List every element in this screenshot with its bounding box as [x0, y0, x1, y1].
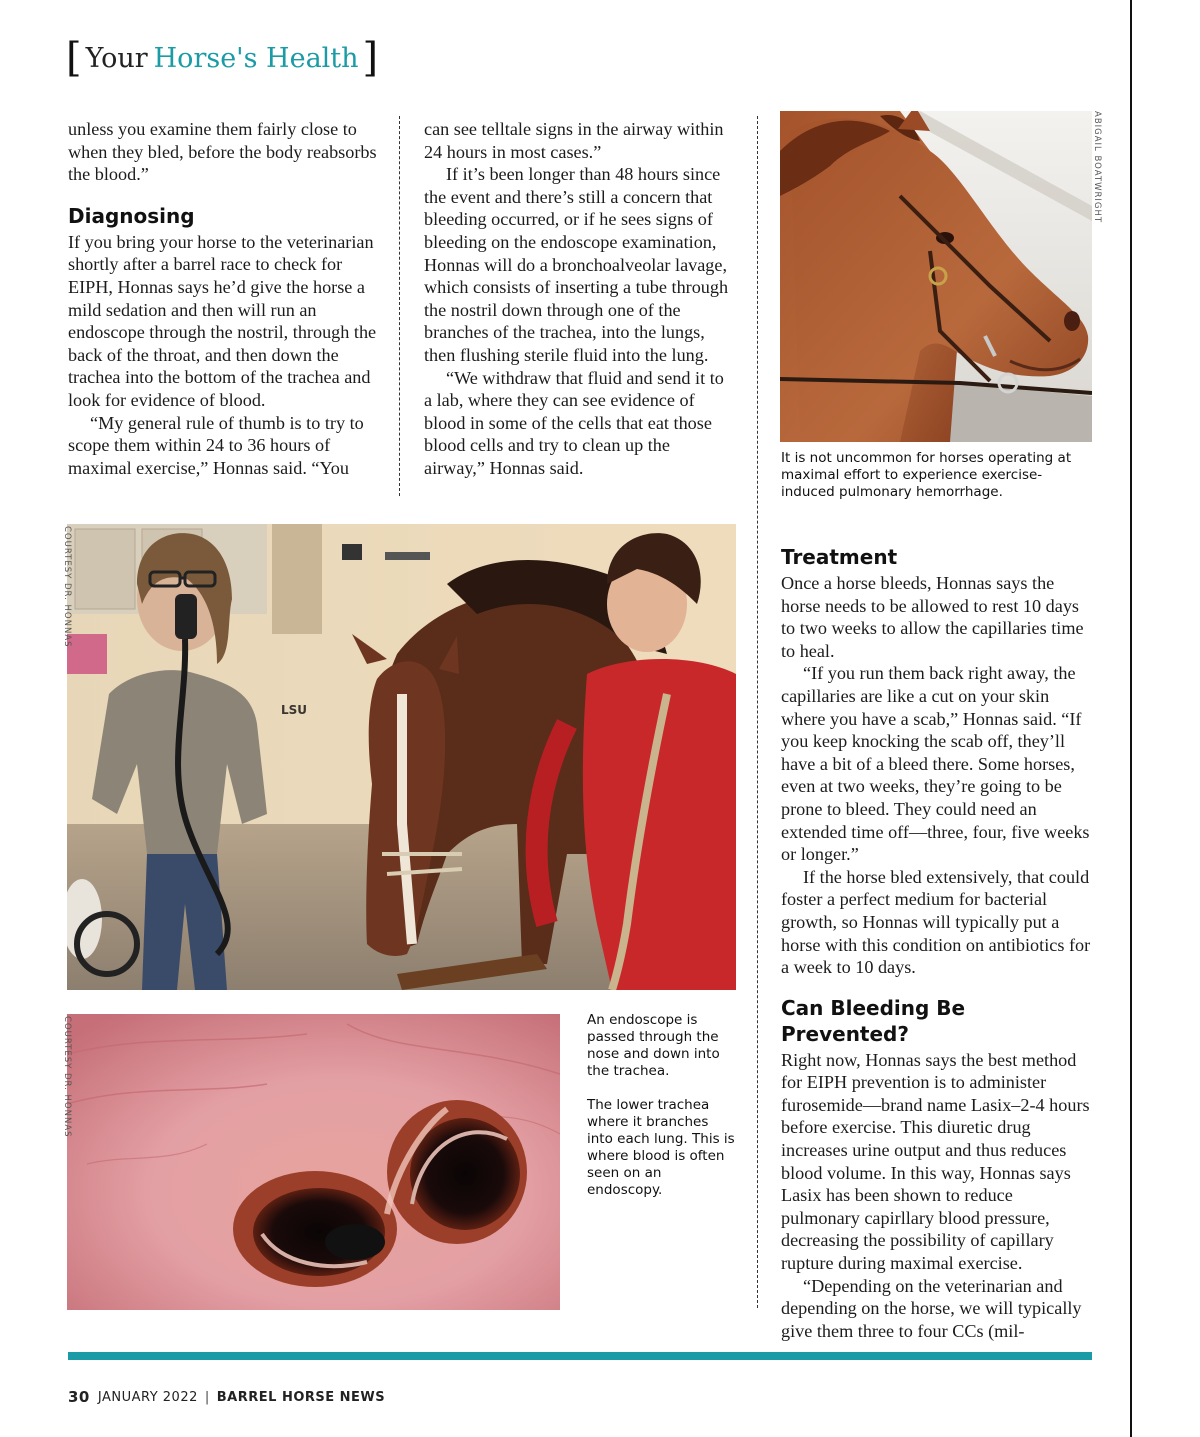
header-bracket-close: ]: [362, 35, 379, 81]
endoscope-exam-photo: [67, 524, 736, 990]
sweatshirt-logo: LSU: [281, 703, 308, 717]
exam-photo-caption: An endoscope is passed through the nose and down into the trachea.: [587, 1012, 720, 1079]
page-number: 30: [68, 1388, 90, 1406]
trachea-photo-credit: COURTESY DR. HONNAS: [62, 1016, 72, 1138]
page-edge-rule: [1130, 0, 1132, 1437]
col1-paragraph-1: unless you examine them fairly close to when they bled, before the body reabsorbs the blood.”: [68, 119, 377, 185]
col2-paragraph-2: If it’s been longer than 48 hours since the event and there’s still a concern that bleeding occurred, or if he sees signs of bleeding on the endoscope examination, Honnas will do a bronchoalveolar lavage, which consists of inserting a tube through the nostril down through one of the branches of the trachea, into the lungs, then flushing sterile fluid into the lung.: [424, 164, 729, 365]
column-1: [68, 118, 378, 479]
diagnosing-heading: Diagnosing: [68, 203, 195, 228]
column-divider-1: [399, 116, 400, 496]
photo-captions: [587, 1012, 737, 1199]
col1-paragraph-3: “My general rule of thumb is to try to scope them within 24 to 36 hours of maximal exercise,” Honnas said. “You: [68, 412, 364, 478]
col3-paragraph-1: Once a horse bleeds, Honnas says the horse needs to be allowed to rest 10 days to two weeks to allow the capillaries time to heal.: [781, 573, 1084, 661]
horse-photo-credit: ABIGAIL BOATWRIGHT: [1092, 111, 1102, 224]
section-header: [66, 35, 379, 81]
column-2: [424, 118, 734, 480]
magazine-name: BARREL HORSE NEWS: [216, 1389, 386, 1405]
treatment-heading: Treatment: [781, 545, 898, 569]
header-word: Your: [85, 42, 148, 74]
footer-separator: |: [204, 1389, 210, 1405]
col3-paragraph-5: “Depending on the veterinarian and depending on the horse, we will typically give them three to four CCs (mil-: [781, 1275, 1082, 1341]
col3-paragraph-3: If the horse bled extensively, that could foster a perfect medium for bacterial growth, so Honnas will typically put a horse with this condition on antibiotics for a week to 10 days.: [781, 866, 1091, 978]
exam-photo-credit: COURTESY DR. HONNAS: [62, 526, 72, 648]
col3-paragraph-4: Right now, Honnas says the best method for EIPH prevention is to administer furosemide—brand name Lasix–2-4 hours before exercise. This diuretic drug increases urine output and thus reduces blood volume. In this way, Honnas says Lasix has been shown to reduce pulmonary capirllary blood pressure, decreasing the possibility of capillary rupture during maximal exercise.: [781, 1049, 1090, 1274]
prevention-heading: Can Bleeding Be Prevented?: [781, 995, 966, 1046]
column-3: [781, 544, 1091, 1342]
issue-date: JANUARY 2022: [97, 1389, 198, 1405]
col2-paragraph-3: “We withdraw that fluid and send it to a lab, where they can see evidence of blood in some of the cells that eat those blood cells and try to clean up the airway,” Honnas said.: [424, 367, 724, 478]
col2-paragraph-1: can see telltale signs in the airway within 24 hours in most cases.”: [424, 119, 724, 162]
page-footer: [68, 1388, 385, 1406]
trachea-endoscopy-photo: [67, 1014, 560, 1310]
col3-paragraph-2: “If you run them back right away, the capillaries are like a cut on your skin where you have a scab,” Honnas said. “If you keep knocking the scab off, they’ll have a bit of a bleed there. Some horses, even at two weeks, they’re going to be prone to bleed. They could need an extended time off—three, four, five weeks or longer.”: [781, 663, 1090, 865]
horse-head-photo: [780, 111, 1092, 442]
trachea-photo-caption: The lower trachea where it branches into each lung. This is where blood is often seen on an endoscopy.: [587, 1097, 735, 1198]
col1-paragraph-2: If you bring your horse to the veterinarian shortly after a barrel race to check for EIPH, Honnas says he’d give the horse a mild sedation and then will run an endoscope through the nostril, through the back of the throat, and then down the trachea into the bottom of the trachea and look for evidence of blood.: [68, 231, 377, 410]
header-topic: Horse's Health: [153, 42, 359, 74]
footer-rule: [68, 1352, 1092, 1360]
horse-photo-caption: It is not uncommon for horses operating at maximal effort to experience exercise-induced pulmonary hemorrhage.: [781, 450, 1072, 500]
header-bracket-open: [: [66, 35, 82, 81]
column-divider-2: [757, 116, 758, 1308]
